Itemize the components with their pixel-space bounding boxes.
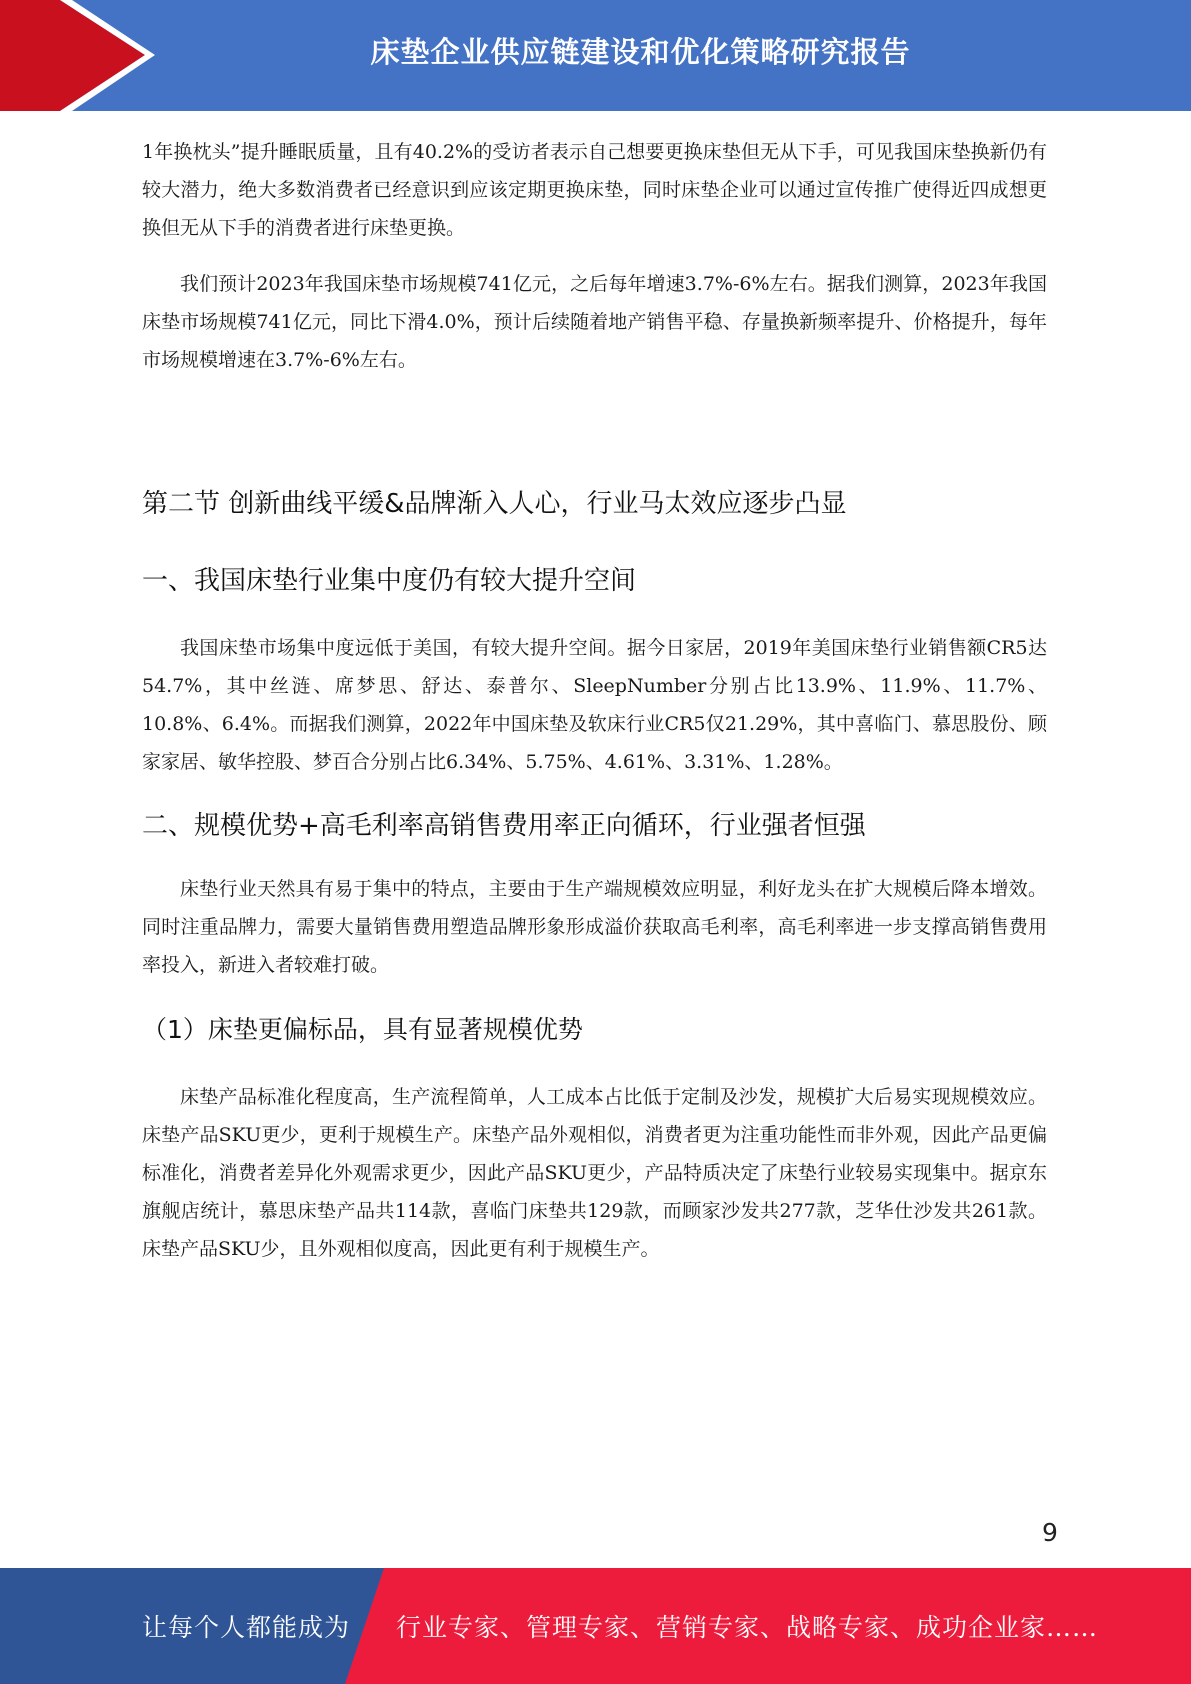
footer-slogan-right: 行业专家、管理专家、营销专家、战略专家、成功企业家…… [396, 1613, 1099, 1642]
subsection-heading-2: 二、规模优势+高毛利率高销售费用率正向循环，行业强者恒强 [142, 811, 866, 841]
subsection-heading-3: （1）床垫更偏标品，具有显著规模优势 [142, 1015, 583, 1044]
document-body [142, 133, 1047, 1268]
report-title: 床垫企业供应链建设和优化策略研究报告 [370, 34, 911, 69]
paragraph-5: 床垫产品标准化程度高，生产流程简单，人工成本占比低于定制及沙发，规模扩大后易实现规模效应。床垫产品SKU更少，更利于规模生产。床垫产品外观相似，消费者更为注重功能性而非外观，因此产品更偏标准化，消费者差异化外观需求更少，因此产品SKU更少，产品特质决定了床垫行业较易实现集中。据京东旗舰店统计，慕思床垫产品共114款，喜临门床垫共129款，而顾家沙发共277款，芝华仕沙发共261款。床垫产品SKU少，且外观相似度高，因此更有利于规模生产。 [142, 1086, 1047, 1260]
paragraph-4: 床垫行业天然具有易于集中的特点，主要由于生产端规模效应明显，利好龙头在扩大规模后降本增效。同时注重品牌力，需要大量销售费用塑造品牌形象形成溢价获取高毛利率，高毛利率进一步支撑高销售费用率投入，新进入者较难打破。 [142, 878, 1047, 976]
footer-slogan-left: 让每个人都能成为 [142, 1613, 351, 1642]
paragraph-1: 1年换枕头”提升睡眠质量，且有40.2%的受访者表示自己想要更换床垫但无从下手，可见我国床垫换新仍有较大潜力，绝大多数消费者已经意识到应该定期更换床垫，同时床垫企业可以通过宣传推广使得近四成想更换但无从下手的消费者进行床垫更换。 [142, 141, 1047, 239]
paragraph-3: 我国床垫市场集中度远低于美国，有较大提升空间。据今日家居，2019年美国床垫行业销售额CR5达54.7%，其中丝涟、席梦思、舒达、泰普尔、SleepNumber分别占比13.9%、11.9%、11.7%、10.8%、6.4%。而据我们测算，2022年中国床垫及软床行业CR5仅21.29%，其中喜临门、慕思股份、顾家家居、敏华控股、梦百合分别占比6.34%、5.75%、4.61%、3.31%、1.28%。 [142, 637, 1047, 773]
section-heading: 第二节 创新曲线平缓&品牌渐入人心，行业马太效应逐步凸显 [142, 489, 847, 519]
paragraph-2: 我们预计2023年我国床垫市场规模741亿元，之后每年增速3.7%-6%左右。据我们测算，2023年我国床垫市场规模741亿元，同比下滑4.0%，预计后续随着地产销售平稳、存量换新频率提升、价格提升，每年市场规模增速在3.7%-6%左右。 [142, 273, 1047, 371]
subsection-heading-1: 一、我国床垫行业集中度仍有较大提升空间 [142, 566, 637, 596]
page-footer [0, 1568, 1191, 1684]
page-header [0, 0, 1191, 111]
page-number: 9 [1042, 1518, 1058, 1547]
